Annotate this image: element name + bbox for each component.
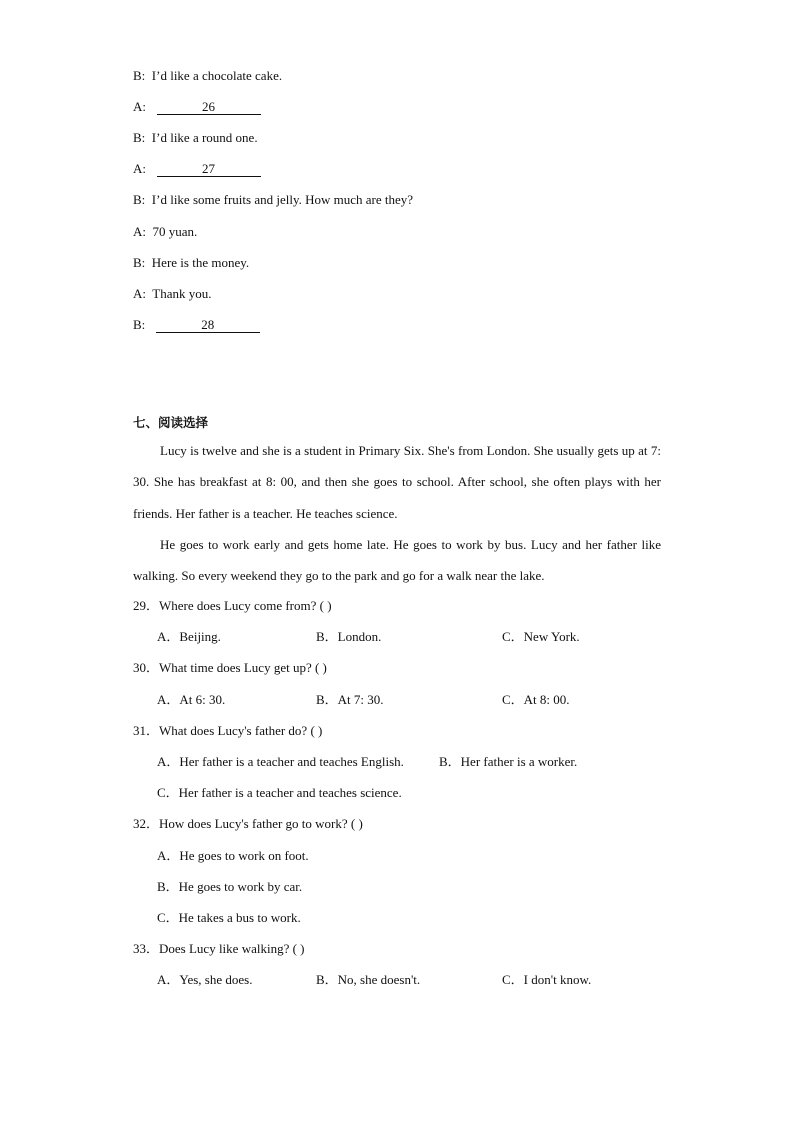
option-label: C．: [157, 910, 179, 925]
option-text: He takes a bus to work.: [178, 910, 301, 925]
dialogue-line: [133, 67, 282, 85]
option-text: I don't know.: [523, 972, 592, 987]
option-b[interactable]: [316, 691, 384, 709]
option-text: Her father is a worker.: [460, 754, 578, 769]
option-a[interactable]: [157, 971, 252, 989]
question-number: 30．: [133, 660, 160, 675]
question-31: [133, 722, 322, 740]
dialogue-text: I’d like a round one.: [151, 130, 258, 145]
question-text: How does Lucy's father go to work? ( ): [159, 816, 363, 831]
speaker-label: A:: [133, 224, 146, 239]
question-text: What does Lucy's father do? ( ): [159, 723, 323, 738]
option-text: At 6: 30.: [179, 692, 226, 707]
option-text: He goes to work by car.: [178, 879, 303, 894]
option-label: C．: [502, 972, 524, 987]
dialogue-text: Here is the money.: [151, 255, 250, 270]
option-text: New York.: [523, 629, 580, 644]
option-text: Yes, she does.: [179, 972, 253, 987]
option-text: Beijing.: [179, 629, 221, 644]
question-number: 31．: [133, 723, 160, 738]
option-label: B．: [316, 972, 338, 987]
dialogue-line: [133, 285, 211, 303]
dialogue-text: 70 yuan.: [152, 224, 198, 239]
section-title: 七、阅读选择: [133, 415, 209, 430]
speaker-label: A:: [133, 286, 146, 301]
option-b[interactable]: [316, 971, 420, 989]
dialogue-text: I’d like some fruits and jelly. How much are they?: [151, 192, 414, 207]
option-a[interactable]: [157, 628, 221, 646]
answer-blank-26[interactable]: 26: [157, 100, 261, 115]
option-text: Her father is a teacher and teaches science.: [178, 785, 402, 800]
passage-paragraph: He goes to work early and gets home late. He goes to work by bus. Lucy and her father like walking. So every weekend they go to the park and go for a walk near the lake.: [133, 537, 661, 584]
passage-paragraph: Lucy is twelve and she is a student in Primary Six. She's from London. She usually gets up at 7: 30. She has breakfast at 8: 00, and then she goes to school. After school, she often plays with her friends. Her father is a teacher. He teaches science.: [133, 443, 661, 521]
speaker-label: B:: [133, 255, 146, 270]
option-label: A．: [157, 848, 180, 863]
option-text: He goes to work on foot.: [179, 848, 309, 863]
question-number: 29．: [133, 598, 160, 613]
option-b[interactable]: [439, 753, 577, 771]
option-label: A．: [157, 754, 180, 769]
option-c[interactable]: [157, 784, 402, 802]
option-label: B．: [157, 879, 179, 894]
option-label: C．: [157, 785, 179, 800]
dialogue-line: [133, 98, 261, 116]
option-label: A．: [157, 692, 180, 707]
speaker-label: B:: [133, 68, 146, 83]
option-label: A．: [157, 972, 180, 987]
dialogue-line: [133, 129, 258, 147]
answer-blank-28[interactable]: 28: [156, 318, 260, 333]
question-33: [133, 940, 305, 958]
dialogue-line: [133, 316, 260, 334]
question-29: [133, 597, 332, 615]
option-label: A．: [157, 629, 180, 644]
option-label: B．: [316, 692, 338, 707]
question-32: [133, 815, 363, 833]
question-30: [133, 659, 327, 677]
dialogue-line: [133, 191, 413, 209]
option-c[interactable]: [502, 628, 580, 646]
question-text: Where does Lucy come from? ( ): [159, 598, 332, 613]
option-a[interactable]: [157, 847, 309, 865]
question-number: 32．: [133, 816, 160, 831]
option-b[interactable]: [316, 628, 381, 646]
option-c[interactable]: [502, 691, 570, 709]
dialogue-line: [133, 223, 197, 241]
question-number: 33．: [133, 941, 160, 956]
dialogue-line: [133, 160, 261, 178]
speaker-label: A:: [133, 161, 146, 176]
speaker-label: B:: [133, 130, 146, 145]
option-b[interactable]: [157, 878, 302, 896]
option-label: B．: [316, 629, 338, 644]
option-label: C．: [502, 629, 524, 644]
option-text: No, she doesn't.: [337, 972, 421, 987]
answer-blank-27[interactable]: 27: [157, 162, 261, 177]
option-text: Her father is a teacher and teaches English.: [179, 754, 404, 769]
option-c[interactable]: [157, 909, 301, 927]
option-a[interactable]: [157, 691, 225, 709]
speaker-label: B:: [133, 192, 146, 207]
speaker-label: B:: [133, 317, 146, 332]
option-a[interactable]: [157, 753, 404, 771]
option-c[interactable]: [502, 971, 591, 989]
question-text: Does Lucy like walking? ( ): [159, 941, 305, 956]
dialogue-text: Thank you.: [152, 286, 212, 301]
option-text: London.: [337, 629, 382, 644]
dialogue-text: I’d like a chocolate cake.: [151, 68, 283, 83]
option-label: C．: [502, 692, 524, 707]
option-text: At 7: 30.: [337, 692, 384, 707]
speaker-label: A:: [133, 99, 146, 114]
option-label: B．: [439, 754, 461, 769]
dialogue-line: [133, 254, 249, 272]
question-text: What time does Lucy get up? ( ): [159, 660, 327, 675]
option-text: At 8: 00.: [523, 692, 570, 707]
